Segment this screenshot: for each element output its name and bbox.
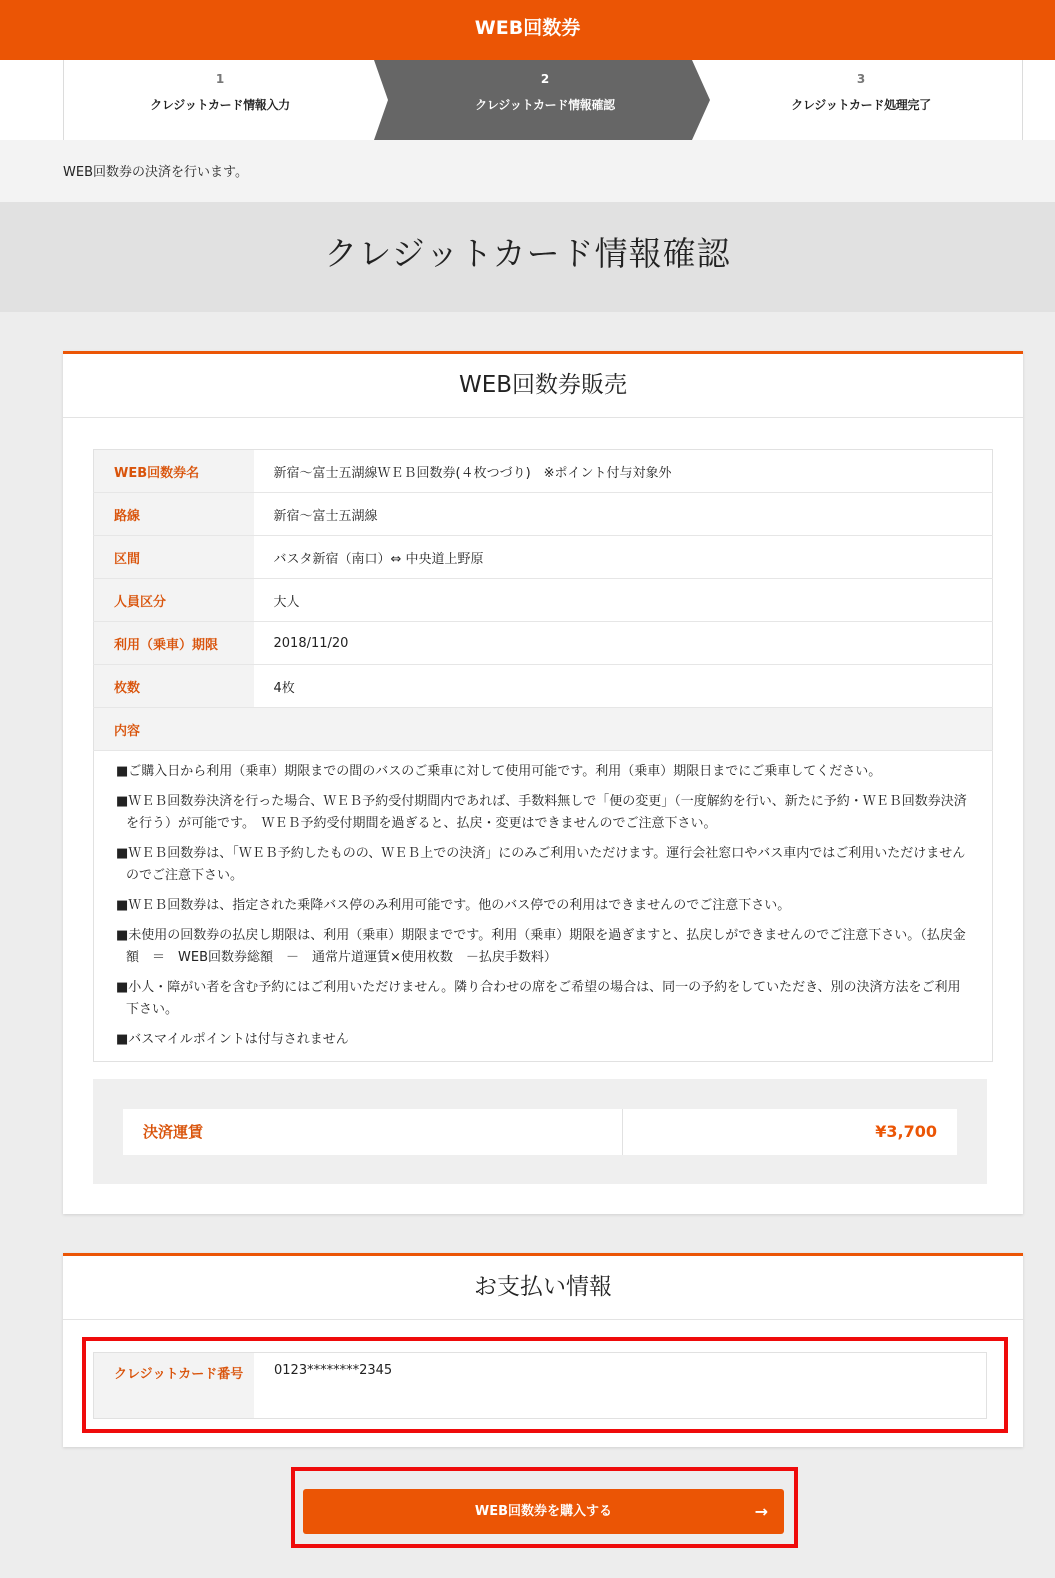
buy-button-label: WEB回数券を購入する	[474, 1504, 613, 1519]
total-value: ¥3,700	[875, 1122, 937, 1141]
note-item: ■未使用の回数券の払戻し期限は、利用（乗車）期限までです。利用（乗車）期限を過ぎますと、払戻しができませんのでご注意下さい。（払戻金額 ＝ WEB回数券総額 － 通常片道運賃×使用枚数 －払戻手数料）	[116, 928, 966, 965]
row-value: バスタ新宿（南口）⇔ 中央道上野原	[254, 536, 993, 579]
total-box	[93, 1079, 987, 1184]
sale-card	[63, 351, 1023, 1214]
row-label: WEB回数券名	[94, 450, 254, 493]
note-item: ■ＷＥＢ回数券は、指定された乗降バス停のみ利用可能です。他のバス停での利用はできませんのでご注意下さい。	[116, 898, 791, 913]
buy-tickets-button[interactable]	[303, 1489, 784, 1534]
sale-heading: WEB回数券販売	[63, 354, 1023, 418]
notes-list	[94, 751, 992, 1061]
row-label: 区間	[94, 536, 254, 579]
content-header-row	[94, 708, 993, 751]
step-label: クレジットカード処理完了	[791, 98, 931, 112]
content-label: 内容	[94, 708, 993, 751]
total-label: 決済運賃	[123, 1109, 623, 1155]
row-value: 4枚	[254, 665, 993, 708]
table-row	[94, 579, 993, 622]
row-label: 路線	[94, 493, 254, 536]
step-3	[700, 60, 1022, 140]
card-number-value: 0123********2345	[274, 1363, 393, 1378]
row-value: 大人	[254, 579, 993, 622]
arrow-right-icon: →	[754, 1502, 768, 1521]
row-label: 枚数	[94, 665, 254, 708]
note-item: ■ＷＥＢ回数券は、「ＷＥＢ予約したものの、ＷＥＢ上での決済」にのみご利用いただけます。運行会社窓口やバス車内ではご利用いただけませんのでご注意下さい。	[116, 846, 966, 883]
table-row	[94, 493, 993, 536]
step-1	[64, 60, 376, 140]
row-value: 新宿～富士五湖線ＷＥＢ回数券(４枚つづり) ※ポイント付与対象外	[254, 450, 993, 493]
page-header	[0, 0, 1055, 60]
header-title: WEB回数券	[474, 17, 581, 39]
sale-info-table	[93, 449, 993, 1062]
total-row	[123, 1109, 957, 1155]
note-item: ■ご購入日から利用（乗車）期限までの間のバスのご乗車に対して使用可能です。利用（乗車）期限日までにご乗車してください。	[116, 764, 882, 779]
step-number: 3	[856, 72, 866, 86]
intro-band	[0, 140, 1055, 202]
table-row	[94, 536, 993, 579]
payment-heading: お支払い情報	[63, 1256, 1023, 1320]
row-value: 2018/11/20	[254, 622, 993, 665]
card-number-label: クレジットカード番号	[94, 1353, 254, 1418]
page-title: クレジットカード情報確認	[324, 234, 731, 273]
step-label: クレジットカード情報入力	[150, 98, 290, 112]
note-item: ■小人・障がい者を含む予約にはご利用いただけません。隣り合わせの席をご希望の場合は、同一の予約をしていただき、別の決済方法をご利用下さい。	[116, 980, 961, 1017]
row-value: 新宿～富士五湖線	[254, 493, 993, 536]
step-2-active	[390, 60, 700, 140]
table-row	[94, 622, 993, 665]
table-row	[94, 665, 993, 708]
title-band	[0, 202, 1055, 312]
row-label: 人員区分	[94, 579, 254, 622]
step-label: クレジットカード情報確認	[475, 98, 615, 112]
row-label: 利用（乗車）期限	[94, 622, 254, 665]
step-number: 1	[215, 72, 225, 86]
table-row	[94, 450, 993, 493]
note-item: ■ＷＥＢ回数券決済を行った場合、ＷＥＢ予約受付期間内であれば、手数料無しで「便の変更」（一度解約を行い、新たに予約・ＷＥＢ回数券決済を行う）が可能です。 ＷＥＢ予約受付期間を過ぎると、払戻・変更はできませんのでご注意下さい。	[116, 794, 967, 831]
intro-text: WEB回数券の決済を行います。	[63, 165, 248, 180]
highlight-box-card	[82, 1337, 1008, 1433]
steps-divider-right	[1022, 60, 1023, 140]
step-number: 2	[540, 72, 550, 86]
notes-row	[94, 751, 993, 1062]
note-item: ■バスマイルポイントは付与されません	[116, 1032, 349, 1047]
